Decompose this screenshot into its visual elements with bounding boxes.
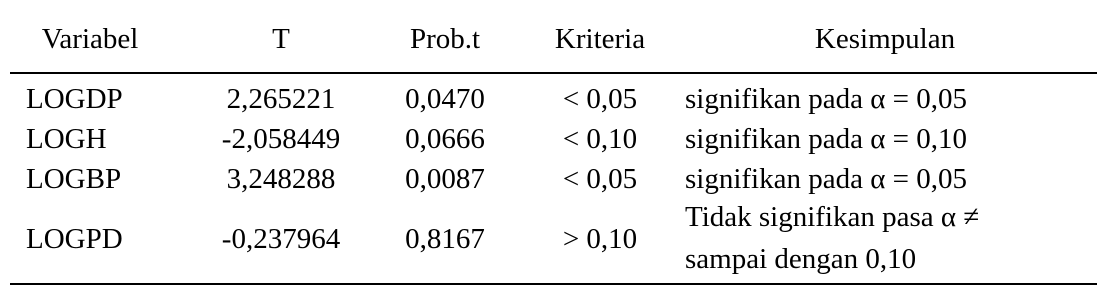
cell-prob: 0,8167 <box>405 223 485 255</box>
cell-variabel: LOGPD <box>26 223 123 255</box>
header-kriteria: Kriteria <box>554 23 646 55</box>
header-kesimpulan: Kesimpulan <box>814 23 956 55</box>
cell-kesimpulan: signifikan pada α = 0,10 <box>685 123 968 155</box>
cell-variabel: LOGBP <box>26 163 122 195</box>
cell-kriteria: < 0,05 <box>562 163 638 195</box>
header-t: T <box>272 23 290 55</box>
header-rule <box>10 72 1097 74</box>
bottom-rule <box>10 283 1097 285</box>
cell-kesimpulan: signifikan pada α = 0,05 <box>685 163 968 195</box>
cell-t: 2,265221 <box>226 83 336 115</box>
cell-kriteria: > 0,10 <box>562 223 638 255</box>
cell-kriteria: < 0,05 <box>562 83 638 115</box>
cell-kesimpulan: signifikan pada α = 0,05 <box>685 83 968 115</box>
cell-variabel: LOGH <box>26 123 107 155</box>
cell-prob: 0,0470 <box>405 83 485 115</box>
cell-prob: 0,0666 <box>405 123 485 155</box>
cell-t: 3,248288 <box>226 163 336 195</box>
header-variabel: Variabel <box>41 23 139 55</box>
cell-kesimpulan-line2: sampai dengan 0,10 <box>685 243 917 275</box>
header-prob: Prob.t <box>409 23 481 55</box>
cell-kriteria: < 0,10 <box>562 123 638 155</box>
cell-kesimpulan: Tidak signifikan pasa α ≠ <box>685 201 980 233</box>
cell-t: -2,058449 <box>221 123 341 155</box>
results-table <box>10 0 1097 286</box>
cell-prob: 0,0087 <box>405 163 485 195</box>
cell-variabel: LOGDP <box>26 83 123 115</box>
cell-t: -0,237964 <box>221 223 341 255</box>
